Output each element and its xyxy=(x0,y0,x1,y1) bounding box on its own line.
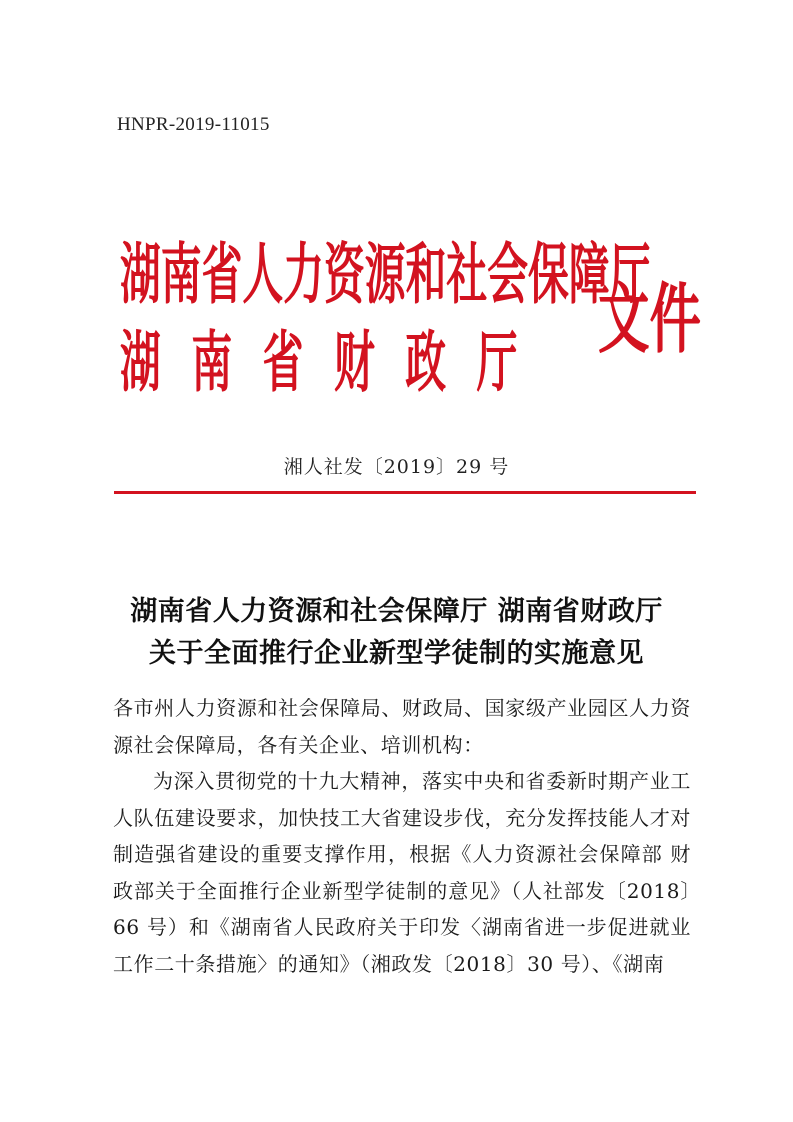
document-title-line-1: 湖南省人力资源和社会保障厅 湖南省财政厅 xyxy=(130,596,663,627)
addressee: 各市州人力资源和社会保障局、财政局、国家级产业园区人力资源社会保障局，各有关企业、培训机构： xyxy=(113,696,691,757)
masthead xyxy=(120,232,700,422)
document-body xyxy=(113,690,691,982)
issuer-hr-department: 湖南省人力资源和社会保障厅 xyxy=(120,236,651,314)
masthead-document-suffix: 文件 xyxy=(598,275,701,364)
document-number: 湘人社发〔2019〕29 号 xyxy=(283,456,510,478)
red-divider xyxy=(114,491,696,494)
document-code: HNPR-2019-11015 xyxy=(117,114,270,135)
issuer-finance-department: 湖 南 省 财 政 厅 xyxy=(120,324,526,402)
document-title-line-2: 关于全面推行企业新型学徒制的实施意见 xyxy=(149,638,644,669)
body-paragraph: 为深入贯彻党的十九大精神，落实中央和省委新时期产业工人队伍建设要求，加快技工大省建设步伐，充分发挥技能人才对制造强省建设的重要支撑作用，根据《人力资源社会保障部 财政部关于全面推行企业新型学徒制的意见》（人社部发〔2018〕66 号）和《湖南省人民政府关于印发〈湖南省进一步促进就业工作二十条措施〉的通知》（湘政发〔2018〕30 号）、《湖南 xyxy=(113,769,691,976)
